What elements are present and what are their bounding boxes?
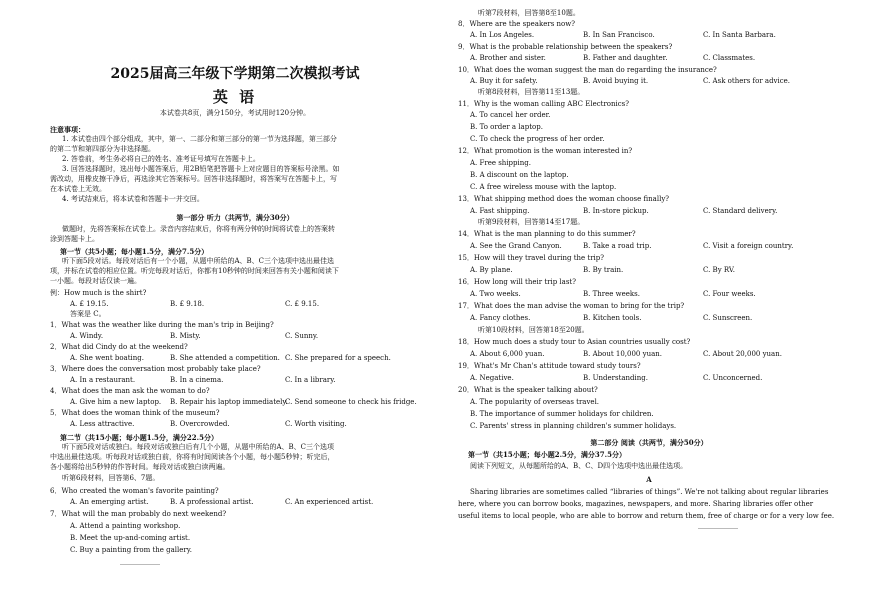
question-option: B. In San Francisco. [583, 31, 655, 39]
part2-instructions: 阅读下列短文，从每题所给的A、B、C、D四个选项中选出最佳选项。 [470, 462, 688, 470]
question-option: C. Visit a foreign country. [703, 242, 794, 250]
question-option: B. She attended a competition. [170, 354, 280, 362]
question-option: B. Take a road trip. [583, 242, 652, 250]
material-label: 听第8段材料，回答第11至13题。 [478, 88, 585, 96]
question-option: A. Less attractive. [70, 420, 135, 428]
question-option: C. About 20,000 yuan. [703, 350, 782, 358]
notes-heading: 注意事项： [50, 125, 85, 134]
question-option: A. In a restaurant. [70, 376, 136, 384]
question-option: C. An experienced artist. [285, 498, 374, 506]
question-option: A. Buy it for safety. [470, 77, 538, 85]
question-option: B. Understanding. [583, 374, 648, 382]
question-option: C. Ask others for advice. [703, 77, 791, 85]
question-option: A. Brother and sister. [470, 54, 546, 62]
question-text: 12．What promotion is the woman interested in? [458, 147, 633, 155]
question-text: 2．What did Cindy do at the weekend? [50, 343, 188, 351]
section2-instructions: 听下面5段对话或独白。每段对话或独白后有几个小题，从题中所给的A、B、C三个选项 [62, 443, 335, 451]
notes-line: 4. 考试结束后，将本试卷和答题卡一并交回。 [62, 195, 204, 203]
question-option: A. About 6,000 yuan. [470, 350, 545, 358]
page-mark [120, 564, 160, 565]
question-option: C. To check the progress of her order. [470, 135, 605, 143]
question-option: B. Father and daughter. [583, 54, 668, 62]
notes-line: 的第二节和第四部分为非选择题。 [50, 145, 155, 153]
question-text: 13．What shipping method does the woman choose finally? [458, 195, 670, 203]
exam-meta: 本试卷共8页，满分150分，考试用时120分钟。 [159, 109, 311, 117]
example-option: B. £ 9.18. [170, 300, 205, 308]
question-text: 1．What was the weather like during the man's trip in Beijing? [50, 321, 274, 329]
question-text: 14．What is the man planning to do this summer? [458, 230, 636, 238]
question-option: A. See the Grand Canyon. [470, 242, 562, 250]
example-option: A. £ 19.15. [70, 300, 109, 308]
question-option: C. Unconcerned. [703, 374, 763, 382]
question-option: B. A professional artist. [170, 498, 254, 506]
question-text: 18．How much does a study tour to Asian countries usually cost? [458, 338, 691, 346]
question-option: C. In a library. [285, 376, 336, 384]
question-option: B. Misty. [170, 332, 201, 340]
passage-line: here, where you can borrow books, magazines, newspapers, and more. Sharing libraries offer other [458, 500, 814, 508]
notes-line: 1. 本试卷由四个部分组成，其中，第一、二部分和第三部分的第一节为选择题，第三部分 [62, 135, 337, 143]
question-option: C. Standard delivery. [703, 207, 778, 215]
section1-instructions: 项，并标在试卷的相应位置。听完每段对话后，你都有10秒钟的时间来回答有关小题和阅读下 [50, 267, 339, 275]
notes-line: 在本试卷上无效。 [50, 185, 106, 193]
question-option: B. By train. [583, 266, 624, 274]
question-text: 4．What does the man ask the woman to do? [50, 387, 210, 395]
question-text: 5．What does the woman think of the museum? [50, 409, 220, 417]
section2-instructions: 各小题将给出5秒钟的作答时间。每段对话或独白读两遍。 [50, 463, 230, 471]
subject-title: 英 语 [212, 88, 258, 106]
question-text: 17．What does the man advise the woman to bring for the trip? [458, 302, 685, 310]
question-option: B. Overcrowded. [170, 420, 230, 428]
question-option: B. The importance of summer holidays for children. [470, 410, 654, 418]
question-option: A. Windy. [70, 332, 104, 340]
part2-heading: 第二部分 阅读（共两节，满分50分） [590, 438, 708, 447]
question-text: 16．How long will their trip last? [458, 278, 576, 286]
question-option: A. By plane. [470, 266, 513, 274]
question-option: C. In Santa Barbara. [703, 31, 776, 39]
material-label: 听第9段材料，回答第14至17题。 [478, 218, 585, 226]
question-option: A. An emerging artist. [70, 498, 149, 506]
page-mark [698, 528, 738, 529]
section1-instructions: 一小题。每段对话仅读一遍。 [50, 277, 141, 285]
question-option: C. Four weeks. [703, 290, 756, 298]
question-option: B. Repair his laptop immediately. [170, 398, 288, 406]
notes-line: 需改动，用橡皮擦干净后，再选涂其它答案标号。回答非选择题时，将答案写在答题卡上，写 [50, 175, 337, 183]
question-option: A. She went boating. [70, 354, 144, 362]
question-text: 19．What's Mr Chan's attitude toward study tours? [458, 362, 641, 370]
notes-line: 2. 答卷前，考生务必将自己的姓名、准考证号填写在答题卡上。 [62, 155, 260, 163]
question-option: C. Sunscreen. [703, 314, 753, 322]
question-option: B. In a cinema. [170, 376, 224, 384]
question-text: 7．What will the man probably do next weekend? [50, 510, 227, 518]
question-option: A. Give him a new laptop. [70, 398, 162, 406]
question-text: 20．What is the speaker talking about? [458, 386, 598, 394]
question-option: A. Fancy clothes. [470, 314, 531, 322]
question-option: C. Parents' stress in planning children's summer holidays. [470, 422, 677, 430]
question-text: 3．Where does the conversation most probably take place? [50, 365, 261, 373]
question-option: C. She prepared for a speech. [285, 354, 391, 362]
question-text: 6．Who created the woman's favorite painting? [50, 487, 219, 495]
question-option: B. Kitchen tools. [583, 314, 642, 322]
question-option: B. Three weeks. [583, 290, 640, 298]
passage-label: A [646, 475, 652, 484]
material-label: 听第10段材料，回答第18至20题。 [478, 326, 589, 334]
part1-intro: 做题时，先将答案标在试卷上。录音内容结束后，你将有两分钟的时间将试卷上的答案转 [62, 225, 335, 233]
question-option: C. Send someone to check his fridge. [285, 398, 417, 406]
question-option: C. Buy a painting from the gallery. [70, 546, 193, 554]
material-label: 听第6段材料，回答第6、7题。 [62, 474, 160, 482]
section1-instructions: 听下面5段对话。每段对话后有一个小题，从题中所给的A、B、C三个选项中选出最佳选 [62, 257, 335, 265]
question-option: A. The popularity of overseas travel. [470, 398, 600, 406]
question-option: C. A free wireless mouse with the laptop. [470, 183, 617, 191]
question-option: C. By RV. [703, 266, 735, 274]
question-text: 8．Where are the speakers now? [458, 20, 575, 28]
question-text: 15．How will they travel during the trip? [458, 254, 605, 262]
question-text: 9．What is the probable relationship between the speakers? [458, 43, 673, 51]
question-text: 10．What does the woman suggest the man do regarding the insurance? [458, 66, 717, 74]
question-option: A. Fast shipping. [470, 207, 530, 215]
question-option: B. To order a laptop. [470, 123, 543, 131]
example-answer: 答案是 C。 [70, 310, 106, 318]
example-option: C. £ 9.15. [285, 300, 320, 308]
passage-line: Sharing libraries are sometimes called “libraries of things”. We're not talking about regular libraries [470, 488, 829, 496]
example-question: 例：How much is the shirt? [50, 289, 147, 297]
question-option: B. In-store pickup. [583, 207, 649, 215]
question-option: A. Negative. [470, 374, 514, 382]
question-option: A. Free shipping. [470, 159, 531, 167]
notes-line: 3. 回答选择题时，选出每小题答案后，用2B铅笔把答题卡上对应题目的答案标号涂黑。如 [62, 165, 340, 173]
passage-line: useful items to local people, who are able to borrow and return them, free of charge or for a very low fee. [458, 512, 835, 520]
question-option: A. To cancel her order. [470, 111, 551, 119]
question-option: B. A discount on the laptop. [470, 171, 569, 179]
question-text: 11．Why is the woman calling ABC Electronics? [458, 100, 630, 108]
question-option: A. Attend a painting workshop. [70, 522, 181, 530]
part1-intro: 涂到答题卡上。 [50, 235, 99, 243]
section2-heading: 第二节（共15小题；每小题1.5分，满分22.5分） [60, 433, 218, 442]
question-option: B. Meet the up-and-coming artist. [70, 534, 191, 542]
question-option: A. Two weeks. [470, 290, 521, 298]
part2-section1-heading: 第一节（共15小题；每小题2.5分，满分37.5分） [468, 450, 626, 459]
material-label: 听第7段材料，回答第8至10题。 [478, 9, 580, 17]
question-option: B. About 10,000 yuan. [583, 350, 662, 358]
question-option: A. In Los Angeles. [470, 31, 535, 39]
part1-heading: 第一部分 听力（共两节，满分30分） [176, 213, 294, 222]
section1-heading: 第一节（共5小题；每小题1.5分，满分7.5分） [60, 247, 209, 256]
question-option: C. Classmates. [703, 54, 756, 62]
question-option: C. Sunny. [285, 332, 319, 340]
question-option: B. Avoid buying it. [583, 77, 649, 85]
exam-title: 2025届高三年级下学期第二次模拟考试 [110, 66, 360, 82]
section2-instructions: 中选出最佳选项。听每段对话或独白前，你将有时间阅读各个小题，每小题5秒钟；听完后， [50, 453, 335, 461]
question-option: C. Worth visiting. [285, 420, 347, 428]
